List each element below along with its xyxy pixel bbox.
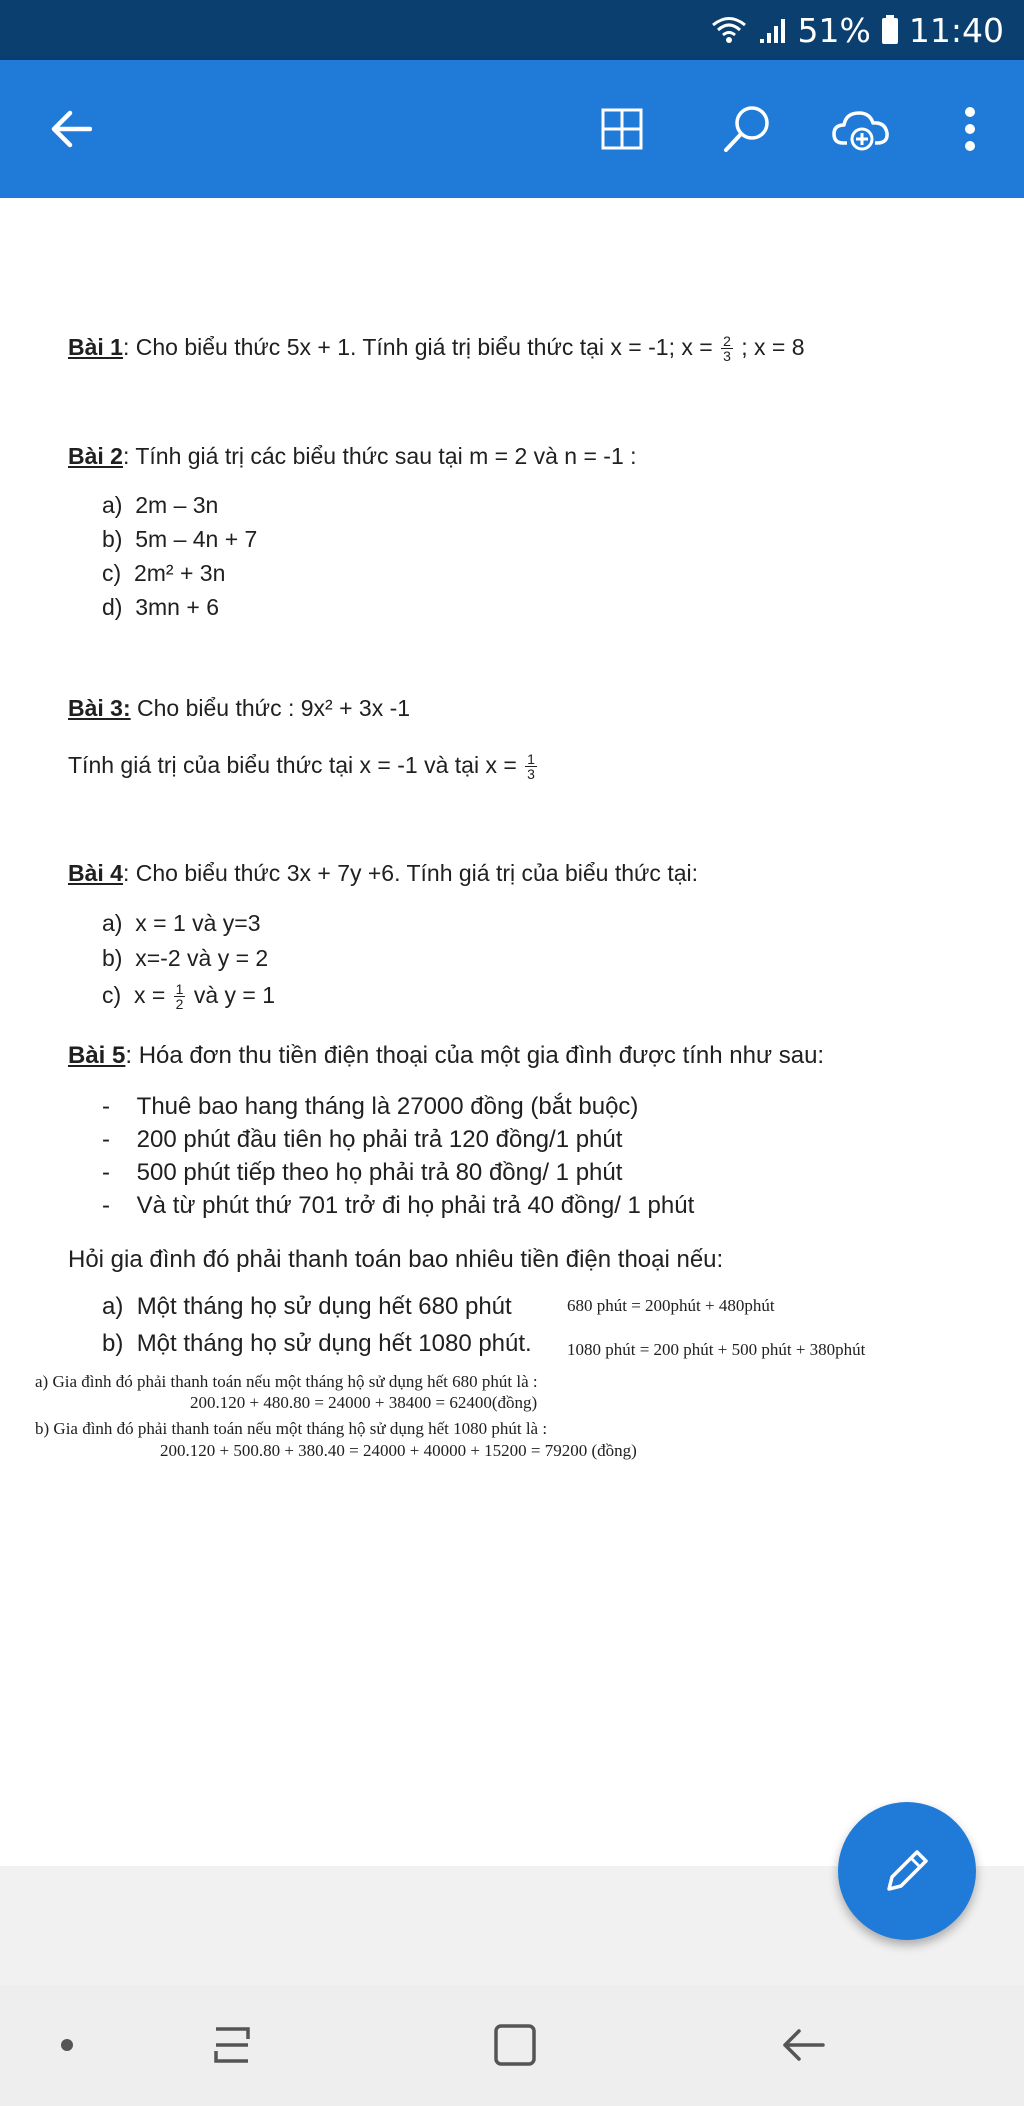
handwritten-note-a: 680 phút = 200phút + 480phút [567, 1296, 775, 1315]
bai1-fraction: $\frac{2}{3}$ [723, 333, 731, 365]
more-vert-icon [963, 106, 977, 152]
dot-icon [59, 2037, 75, 2053]
grid-view-button[interactable] [586, 93, 658, 165]
bai5-bullet-2: - 200 phút đầu tiên họ phải trả 120 đồng/1 phút [102, 1126, 623, 1153]
bai2-item-b: b) 5m – 4n + 7 [102, 526, 258, 552]
status-bar [0, 0, 1024, 60]
bai3-fraction: $\frac{1}{3}$ [527, 751, 535, 783]
bai4-text: : Cho biểu thức 3x + 7y +6. Tính giá trị của biểu thức tại: [122, 860, 699, 886]
more-options-button[interactable] [934, 93, 1006, 165]
nav-back-button[interactable] [768, 2010, 838, 2080]
nav-dot-button[interactable] [32, 2010, 102, 2080]
bai3-line2: Tính giá trị của biểu thức tại x = -1 và tại x = $\frac{1}{3}$ [68, 751, 535, 783]
app-bar [0, 60, 1024, 198]
bai5-bullet-4: - Và từ phút thứ 701 trở đi họ phải trả 40 đồng/ 1 phút [102, 1192, 695, 1219]
bai4-item-b: b) x=-2 và y = 2 [102, 945, 269, 971]
edit-fab-button[interactable] [838, 1802, 976, 1940]
bai5-line [68, 1042, 824, 1070]
back-button[interactable] [34, 93, 106, 165]
bai1-text-end: ; x = 8 [741, 334, 805, 360]
handwritten-note-b: 1080 phút = 200 phút + 500 phút + 380phút [567, 1340, 866, 1359]
cloud-upload-button[interactable] [826, 93, 898, 165]
answer-b-line1: b) Gia đình đó phải thanh toán nếu một tháng hộ sử dụng hết 1080 phút là : [35, 1419, 548, 1438]
answer-b-line2: 200.120 + 500.80 + 380.40 = 24000 + 40000 + 15200 = 79200 (đồng) [160, 1441, 637, 1460]
bai5-bullet-3: - 500 phút tiếp theo họ phải trả 80 đồng/ 1 phút [102, 1159, 623, 1186]
battery-icon [881, 15, 899, 45]
bai4-line [68, 860, 698, 887]
answer-a-line1: a) Gia đình đó phải thanh toán nếu một tháng hộ sử dụng hết 680 phút là : [35, 1372, 538, 1391]
bai5-label: Bài 5 [68, 1042, 126, 1069]
bai2-item-d: d) 3mn + 6 [102, 594, 219, 620]
recent-apps-icon [208, 2023, 256, 2067]
bai5-question: Hỏi gia đình đó phải thanh toán bao nhiêu tiền điện thoại nếu: [68, 1246, 724, 1273]
bai1-label: Bài 1 [68, 334, 123, 360]
bai2-item-a: a) 2m – 3n [102, 492, 219, 518]
bai4-fraction: $\frac{1}{2}$ [175, 981, 184, 1013]
bai1-line [68, 334, 805, 363]
bai1-text: : Cho biểu thức 5x + 1. Tính giá trị biểu thức tại x = -1; x = [122, 334, 713, 360]
answer-a-line2: 200.120 + 480.80 = 24000 + 38400 = 62400(đồng) [190, 1393, 538, 1412]
bai2-item-c: c) 2m² + 3n [102, 560, 226, 586]
search-button[interactable] [711, 93, 783, 165]
signal-icon [758, 15, 788, 45]
home-icon [491, 2021, 539, 2069]
bai4-label: Bài 4 [68, 860, 123, 886]
wifi-icon [710, 15, 748, 45]
clock: 11:40 [908, 10, 1004, 50]
bai2-line [68, 443, 637, 470]
recent-apps-button[interactable] [197, 2010, 267, 2080]
cloud-upload-icon [831, 105, 893, 153]
search-icon [721, 103, 773, 155]
bai2-label: Bài 2 [68, 443, 123, 469]
back-icon [779, 2025, 827, 2065]
bai3-label: Bài 3: [68, 695, 131, 721]
back-arrow-icon [48, 109, 92, 149]
pencil-edit-icon [879, 1843, 935, 1899]
bai5-bullet-1: - Thuê bao hang tháng là 27000 đồng (bắt buộc) [102, 1093, 639, 1120]
bai2-text: : Tính giá trị các biểu thức sau tại m = 2 và n = -1 : [122, 443, 637, 469]
grid-view-icon [600, 107, 644, 151]
bai5-sub-b: b) Một tháng họ sử dụng hết 1080 phút. [102, 1330, 532, 1357]
bai5-sub-a: a) Một tháng họ sử dụng hết 680 phút [102, 1293, 512, 1320]
bai3-text: Cho biểu thức : 9x² + 3x -1 [130, 695, 411, 721]
bai5-text: : Hóa đơn thu tiền điện thoại của một gia đình được tính như sau: [125, 1042, 825, 1069]
bai4-item-a: a) x = 1 và y=3 [102, 910, 261, 936]
home-button[interactable] [480, 2010, 550, 2080]
battery-percent: 51% [797, 10, 871, 50]
bai4-item-c: c) x = $\frac{1}{2}$ và y = 1 [102, 981, 276, 1013]
bai3-line [68, 695, 410, 722]
